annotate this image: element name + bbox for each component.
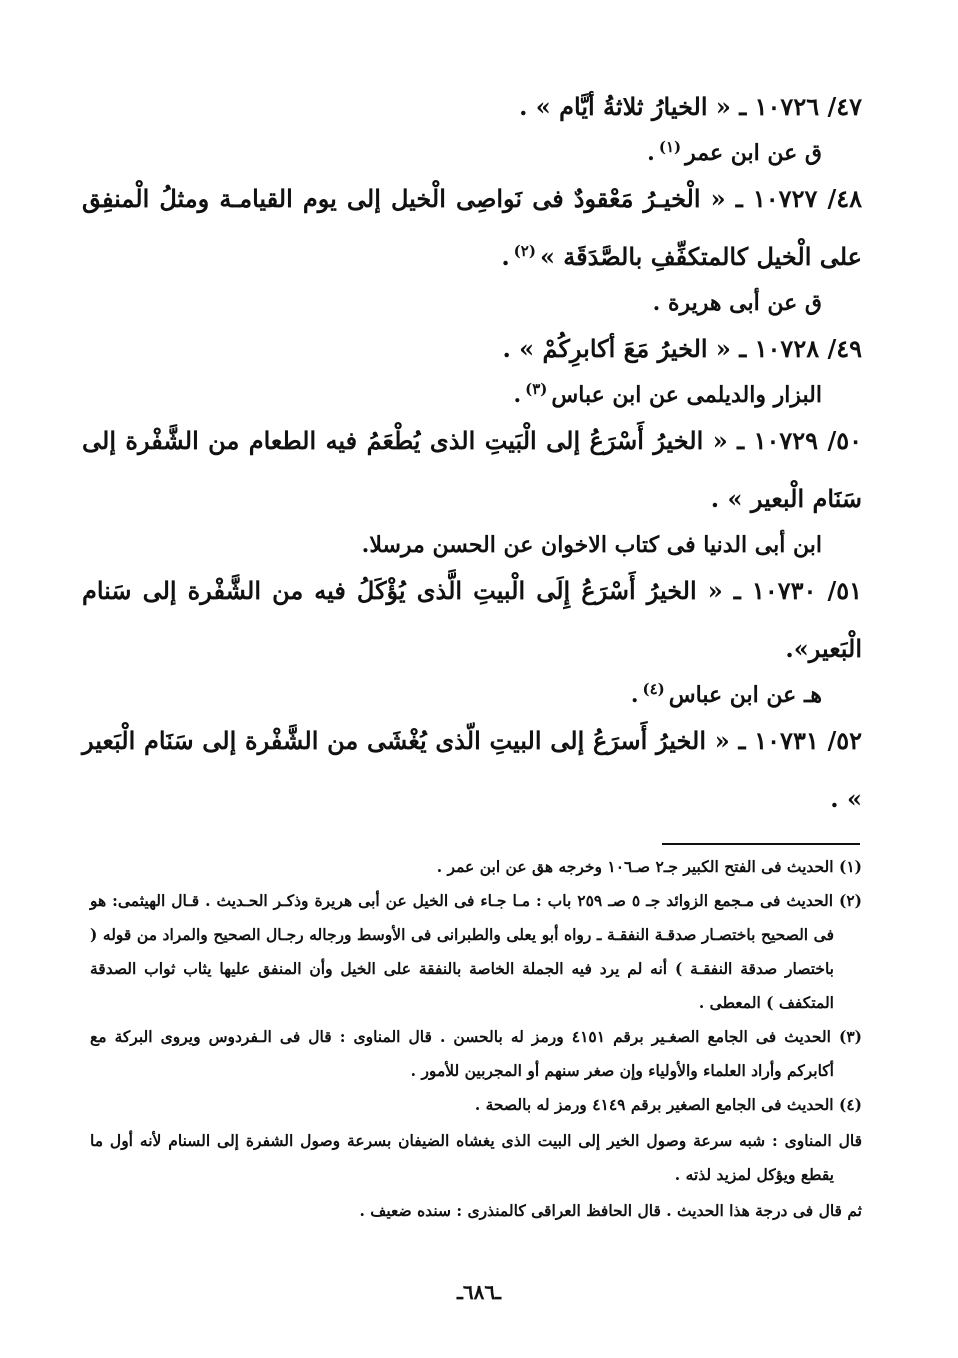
hadith-52: ٥٢/ ١٠٧٣١ ـ « الخيرُ أَسرَعُ إلى البيتِ الّذى يُغْشَى من الشَّفْرة إلى سَنَام الْبَعير » . — [82, 726, 863, 813]
source-47: ق عن ابن عمر$^{(١)}$. — [647, 137, 822, 166]
footnote-ref-3: (٣) — [525, 379, 548, 398]
source-50: ابن أبى الدنيا فى كتاب الاخوان عن الحسن مرسلا. — [361, 532, 822, 558]
footnote-3: (٣) الحديث فى الجامع الصغـير برقم ٤١٥١ ورمز له بالحسن . قال المناوى : قال فى الـفردوس ويروى البركة مع أكابركم وأراد العلماء والأولياء وإن صغر سنهم أو المجربين للأمور . — [90, 1027, 862, 1080]
hadith-51: ٥١/ ١٠٧٣٠ ـ « الخيرُ أَسْرَعُ إِلَى الْبيتِ الَّذى يُؤْكَلُ فيه من الشَّفْرة إلى سَنام الْبَعير». — [82, 576, 862, 663]
source-51: هـ عن ابن عباس$^{(٤)}$. — [630, 679, 822, 708]
hadith-50: ٥٠/ ١٠٧٢٩ ـ « الخيرُ أَسْرَعُ إلى الْبَيتِ الذى يُطْعَمُ فيه الطعام من الشَّفْرة إلى سَنَام الْبعير » . — [82, 426, 863, 513]
footnotes — [90, 850, 862, 1228]
source-48: ق عن أبى هريرة . — [652, 290, 822, 316]
hadith-49: ٤٩/ ١٠٧٢٨ ـ « الخيرُ مَعَ أكابرِكُمْ » . — [502, 334, 862, 363]
footnote-ref-1: (١) — [658, 137, 682, 156]
hadith-48: ٤٨/ ١٠٧٢٧ ـ « الْخيـرُ مَعْقودٌ فى نَواصِى الْخيل إلى يوم القيامـة ومثلُ الْمنفِق على الْخيل كالمتكفِّفِ بالصَّدَقَة »$^{(٢)}$. — [82, 184, 862, 271]
hadith-47: ٤٧/ ١٠٧٢٦ ـ « الخيارُ ثلاثةُ أيَّام » . — [519, 92, 862, 121]
footnote-divider — [662, 843, 860, 845]
footnote-2: (٢) الحديث فى مـجمع الزوائد جـ ٥ صـ ٢٥٩ باب : مـا جـاء فى الخيل عن أبى هريرة وذكـر الحـديث . قـال الهيثمى: هو فى الصحيح باختصـار صدقـة النفقـة ـ رواه أبو يعلى والطبرانى فى الأوسط ورجاله رجـال الصحيح والمراد من قوله ( باختصار صدقة النفقـة ) أنه لم يرد فيه الجملة الخاصة بالنفقة على الخيل وأن المنفق عليها يثاب ثواب الصدقة المتكفف ) المعطى . — [90, 891, 862, 1012]
footnote-ref-2: (٢) — [513, 242, 536, 260]
hadith-list — [82, 78, 862, 828]
source-49: البزار والديلمى عن ابن عباس$^{(٣)}$. — [513, 379, 822, 408]
footnote-4-grading: ثم قال فى درجة هذا الحديث . قال الحافظ العراقى كالمنذرى : سنده ضعيف . — [359, 1201, 862, 1220]
footnote-4: (٤) الحديث فى الجامع الصغير برقم ٤١٤٩ ورمز له بالصحة . — [474, 1095, 862, 1114]
footnote-ref-4: (٤) — [642, 679, 665, 698]
page-number: ـ٦٨٦ـ — [457, 1280, 501, 1304]
footnote-1: (١) الحديث فى الفتح الكبير جـ٢ صـ١٠٦ وخرجه هق عن ابن عمر . — [436, 857, 862, 876]
footnote-4-commentary: قال المناوى : شبه سرعة وصول الخير إلى البيت الذى يغشاه الضيفان بسرعة وصول الشفرة إلى السنام لأنه أول ما يقطع ويؤكل لمزيد لذته . — [90, 1131, 862, 1184]
